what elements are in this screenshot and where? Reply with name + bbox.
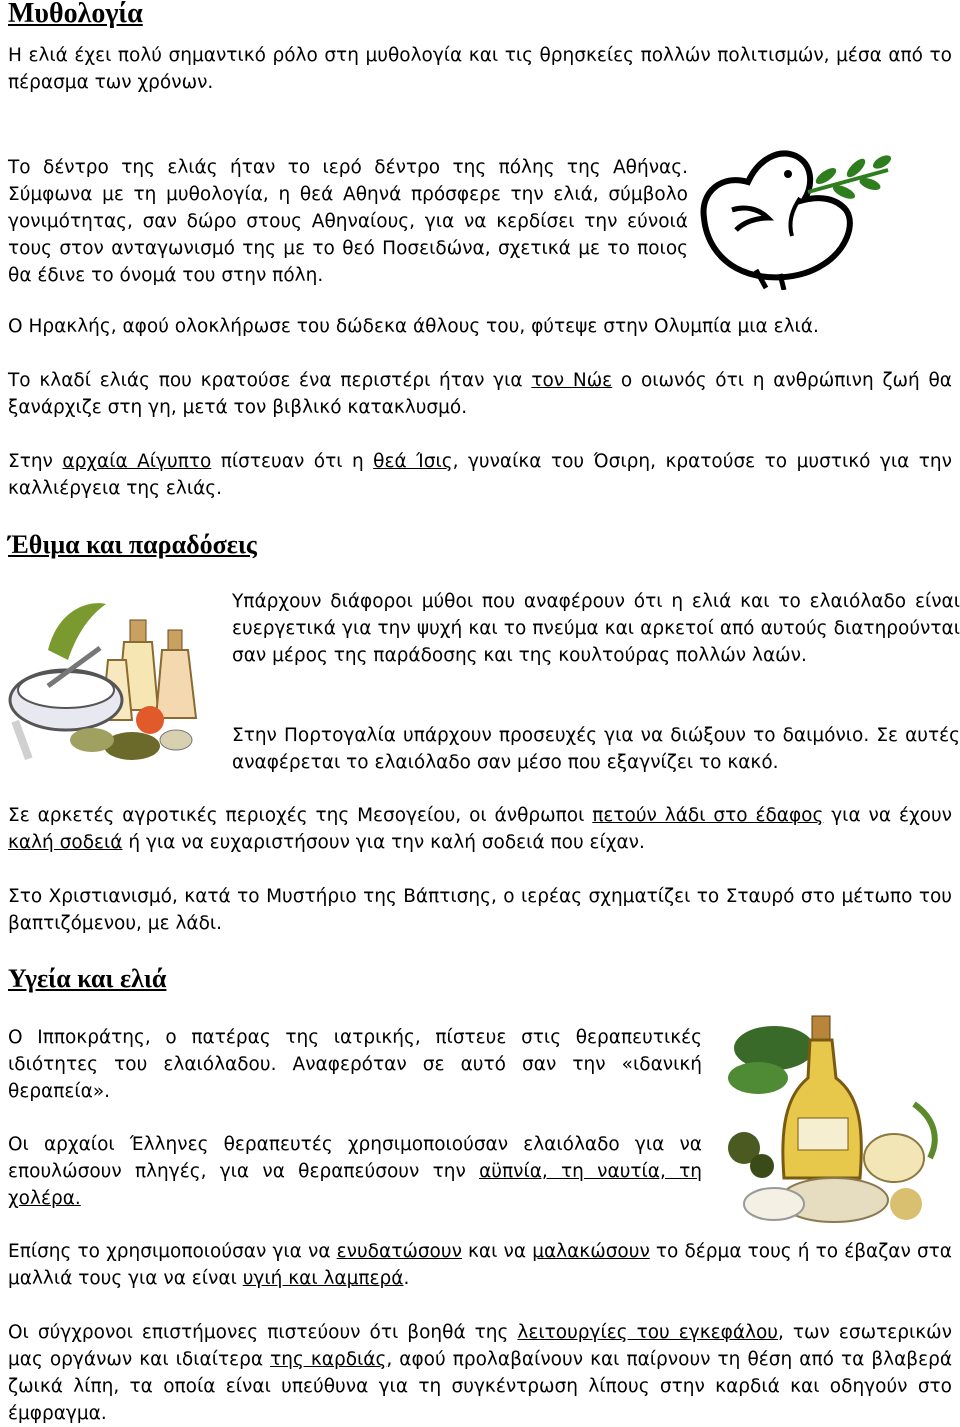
olive-oil-bottle-illustration [714,1008,954,1234]
paragraph-egypt [8,448,952,502]
text-span: Οι αρχαίοι Έλληνες θεραπευτές χρησιμοποιούσαν ελαιόλαδο για να επουλώσουν πληγές, για να θεραπεύσουν την [8,1134,702,1182]
paragraph-heracles: Ο Ηρακλής, αφού ολοκλήρωσε του δώδεκα άθλους του, φύτεψε στην Ολυμπία μια ελιά. [8,316,819,337]
link-good-harvest[interactable]: καλή σοδειά [8,832,123,853]
paragraph-noah [8,367,952,421]
link-noah[interactable]: τον Νώε [531,370,613,391]
paragraph-mythology-intro: Η ελιά έχει πολύ σημαντικό ρόλο στη μυθολογία και τις θρησκείες πολλών πολιτισμών, μέσα από το πέρασμα των χρόνων. [8,45,952,93]
paragraph-athena-olive: Το δέντρο της ελιάς ήταν το ιερό δέντρο της πόλης της Αθήνας. Σύμφωνα με τη μυθολογία, η θεά Αθηνά πρόσφερε την ελιά, σύμβολο γονιμότητας, σαν δώρο στους Αθηναίους, για να κερδίσει την εύνοιά τους στον ανταγωνισμό της με το θεό Ποσειδώνα, σχετικά με το ποιος θα έδινε το όνομά του στην πόλη. [8,157,688,286]
text-span: Επίσης το χρησιμοποιούσαν για να [8,1241,337,1262]
paragraph-portugal: Στην Πορτογαλία υπάρχουν προσευχές για να διώξουν το δαιμόνιο. Σε αυτές αναφέρεται το ελαιόλαδο σαν μέσο που εξαγνίζει το κακό. [232,725,960,773]
heading-health: Υγεία και ελιά [8,964,167,993]
text-span: . [403,1268,410,1289]
text-span: Στην [8,451,63,472]
paragraph-moisturize [8,1238,952,1292]
text-span: για να έχουν [823,805,952,826]
paragraph-ancient-healers [8,1131,702,1212]
dove-olive-branch-illustration [696,140,892,290]
heading-mythology: Μυθολογία [8,0,143,29]
text-span: , αφού προλαβαίνουν και παίρνουν τη θέση από τα βλαβερά ζωικά λίπη, τα οποία είναι υπεύθυνα για τη συγκέντρωση λίπους στην καρδιά και οδηγούν στο έμφραγμα. [8,1349,953,1424]
text-span: πίστευαν ότι η [211,451,374,472]
link-heart[interactable]: της καρδιάς [270,1349,387,1370]
link-moisturize[interactable]: ενυδατώσουν [336,1241,462,1262]
text-span: και να [461,1241,533,1262]
text-span: , γυναίκα του Όσιρη, κρατούσε το μυστικό για την καλλιέργεια της ελιάς. [8,451,952,499]
link-brain-functions[interactable]: λειτουργίες του εγκεφάλου [517,1322,779,1343]
text-span: ή για να ευχαριστήσουν για την καλή σοδειά που είχαν. [122,832,645,853]
link-pour-oil-ground[interactable]: πετούν λάδι στο έδαφος [592,805,824,826]
link-ancient-egypt[interactable]: αρχαία Αίγυπτο [62,451,212,472]
text-span: Οι σύγχρονοι επιστήμονες πιστεύουν ότι βοηθά της [8,1322,518,1343]
text-span: Το κλαδί ελιάς που κρατούσε ένα περιστέρι ήταν για [8,370,532,391]
paragraph-hippocrates: Ο Ιπποκράτης, ο πατέρας της ιατρικής, πίστευε στις θεραπευτικές ιδιότητες του ελαιόλαδου. Αναφερόταν σε αυτό σαν την «ιδανική θεραπεία». [8,1027,702,1102]
link-soften[interactable]: μαλακώσουν [532,1241,650,1262]
paragraph-modern-scientists [8,1319,952,1427]
text-span: ο οιωνός ότι η ανθρώπινη ζωή θα ξανάρχιζε στη γη, μετά τον βιβλικό κατακλυσμό. [8,370,952,418]
paragraph-mediterranean [8,802,952,856]
text-span: , των εσωτερικών μας οργάνων και ιδιαίτερα [8,1322,952,1370]
link-insomnia-nausea-cholera[interactable]: αϋπνία, τη ναυτία, τη χολέρα. [8,1161,703,1209]
text-span: Σε αρκετές αγροτικές περιοχές της Μεσογείου, οι άνθρωποι [8,805,593,826]
link-healthy-shiny[interactable]: υγιή και λαμπερά [242,1268,404,1289]
oil-bottles-kitchen-illustration [8,590,218,770]
link-goddess-isis[interactable]: θεά Ίσις [373,451,453,472]
paragraph-baptism: Στο Χριστιανισμό, κατά το Μυστήριο της Βάπτισης, ο ιερέας σχηματίζει το Σταυρό στο μέτωπο του βαπτιζόμενου, με λάδι. [8,886,952,934]
text-span: το δέρμα τους ή το έβαζαν στα μαλλιά τους για να είναι [8,1241,953,1289]
paragraph-myths-olive-oil: Υπάρχουν διάφοροι μύθοι που αναφέρουν ότι η ελιά και το ελαιόλαδο είναι ευεργετικά για την ψυχή και το πνεύμα και αρκετοί από αυτούς διατηρούνται σαν μέρος της παράδοσης και της κουλτούρας πολλών λαών. [232,591,960,666]
heading-customs: Έθιμα και παραδόσεις [8,530,257,559]
